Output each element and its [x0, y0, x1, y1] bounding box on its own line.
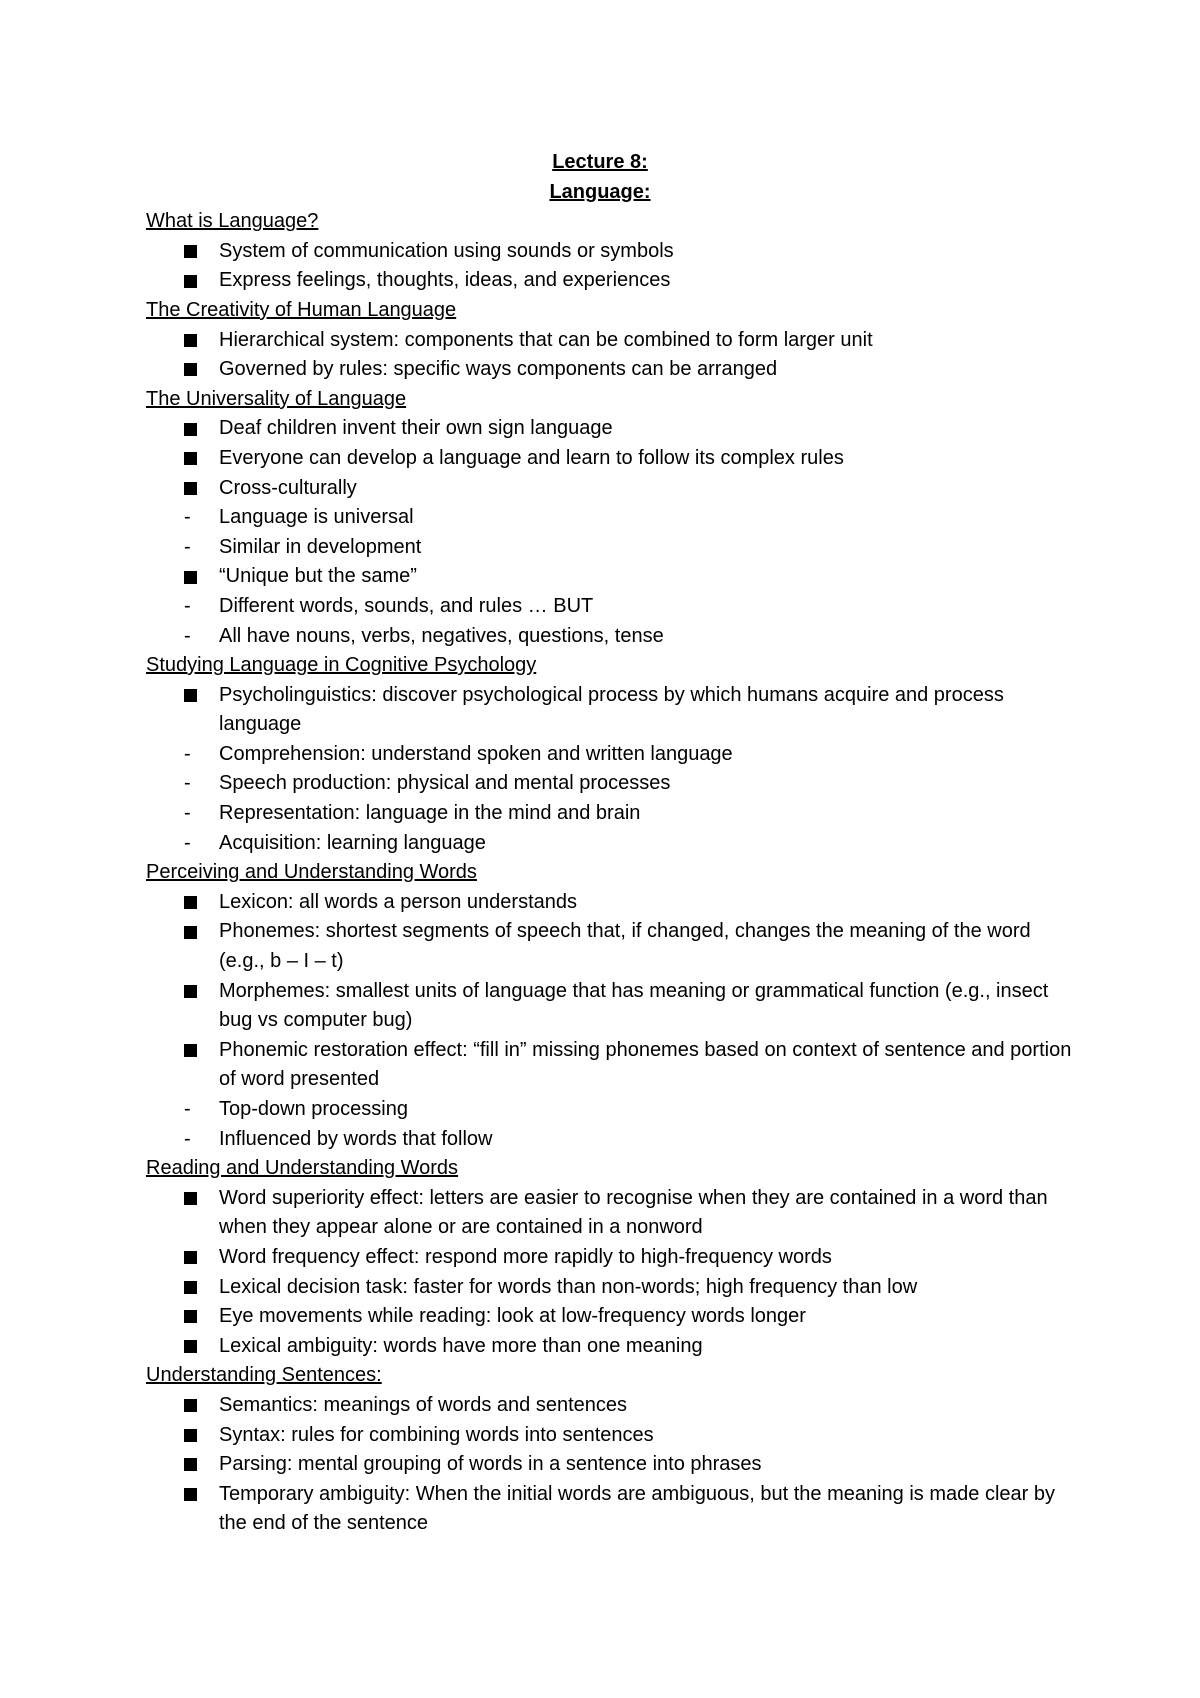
dash-item: [146, 799, 1076, 829]
dash-bullet-icon: -: [184, 624, 191, 647]
document-page: [146, 148, 1076, 1539]
square-bullet-shape: [184, 1488, 197, 1501]
section-heading: Studying Language in Cognitive Psychology: [146, 654, 537, 677]
item-text: Cross-culturally: [219, 476, 357, 499]
item-text: Lexical decision task: faster for words than non-words; high frequency than low: [219, 1275, 918, 1298]
bullet-item: [146, 1273, 1076, 1303]
dash-bullet-icon: -: [184, 535, 191, 558]
item-text: Word superiority effect: letters are easier to recognise when they are contained in a word than when they appear alone or are contained in a nonword: [219, 1186, 1048, 1239]
bullet-item: [146, 1421, 1076, 1451]
section-heading: Understanding Sentences:: [146, 1364, 382, 1387]
bullet-item: [146, 977, 1076, 1036]
item-text: Everyone can develop a language and learn to follow its complex rules: [219, 446, 844, 469]
bullet-item: [146, 1243, 1076, 1273]
bullet-item: [146, 917, 1076, 976]
bullet-item: [146, 1184, 1076, 1243]
item-text: All have nouns, verbs, negatives, questions, tense: [219, 624, 664, 647]
item-text: Representation: language in the mind and brain: [219, 802, 641, 825]
dash-bullet-icon: -: [184, 802, 191, 825]
square-bullet-icon: [184, 681, 204, 711]
dash-bullet-icon: -: [184, 831, 191, 854]
item-text: Eye movements while reading: look at low-frequency words longer: [219, 1305, 806, 1328]
square-bullet-icon: [184, 1450, 204, 1480]
item-text: Phonemes: shortest segments of speech that, if changed, changes the meaning of the word (e.g., b – I – t): [219, 920, 1031, 973]
square-bullet-shape: [184, 423, 197, 436]
dash-item: [146, 740, 1076, 770]
dash-item: [146, 1125, 1076, 1155]
lecture-title: Lecture 8:: [552, 151, 648, 173]
square-bullet-icon: [184, 1480, 204, 1510]
square-bullet-icon: [184, 888, 204, 918]
item-text: Express feelings, thoughts, ideas, and experiences: [219, 269, 671, 292]
item-text: Speech production: physical and mental processes: [219, 772, 671, 795]
item-text: System of communication using sounds or symbols: [219, 239, 674, 262]
item-text: “Unique but the same”: [219, 565, 417, 588]
square-bullet-icon: [184, 474, 204, 504]
dash-item: [146, 1095, 1076, 1125]
item-text: Deaf children invent their own sign language: [219, 417, 613, 440]
square-bullet-shape: [184, 926, 197, 939]
dash-item: [146, 622, 1076, 652]
square-bullet-icon: [184, 1332, 204, 1362]
dash-item: [146, 769, 1076, 799]
bullet-item: [146, 414, 1076, 444]
dash-item: [146, 503, 1076, 533]
bullet-item: [146, 266, 1076, 296]
square-bullet-icon: [184, 355, 204, 385]
dash-bullet-icon: -: [184, 506, 191, 529]
square-bullet-shape: [184, 1251, 197, 1264]
item-text: Syntax: rules for combining words into sentences: [219, 1423, 654, 1446]
bullet-item: [146, 237, 1076, 267]
bullet-item: [146, 1480, 1076, 1539]
square-bullet-shape: [184, 1044, 197, 1057]
dash-bullet-icon: -: [184, 1098, 191, 1120]
item-text: Language is universal: [219, 506, 414, 529]
item-text: Lexicon: all words a person understands: [219, 890, 577, 913]
bullet-item: [146, 681, 1076, 740]
square-bullet-icon: [184, 444, 204, 474]
square-bullet-shape: [184, 363, 197, 376]
square-bullet-icon: [184, 1302, 204, 1332]
dash-bullet-icon: -: [184, 742, 191, 765]
bullet-item: [146, 1391, 1076, 1421]
square-bullet-shape: [184, 1429, 197, 1442]
item-text: Hierarchical system: components that can be combined to form larger unit: [219, 328, 873, 351]
square-bullet-icon: [184, 1184, 204, 1214]
bullet-item: [146, 474, 1076, 504]
square-bullet-icon: [184, 1036, 204, 1066]
dash-bullet-icon: -: [184, 594, 191, 617]
item-text: Different words, sounds, and rules … BUT: [219, 594, 594, 617]
bullet-item: [146, 1332, 1076, 1362]
square-bullet-shape: [184, 571, 197, 584]
square-bullet-shape: [184, 482, 197, 495]
square-bullet-shape: [184, 1281, 197, 1294]
dash-item: [146, 829, 1076, 859]
item-text: Top-down processing: [219, 1098, 408, 1120]
dash-bullet-icon: -: [184, 772, 191, 795]
bullet-item: [146, 562, 1076, 592]
section-heading: The Universality of Language: [146, 387, 407, 410]
square-bullet-icon: [184, 977, 204, 1007]
square-bullet-icon: [184, 1391, 204, 1421]
dash-item: [146, 592, 1076, 622]
square-bullet-icon: [184, 562, 204, 592]
bullet-item: [146, 326, 1076, 356]
item-text: Governed by rules: specific ways components can be arranged: [219, 358, 778, 381]
item-text: Lexical ambiguity: words have more than one meaning: [219, 1334, 703, 1357]
item-text: Word frequency effect: respond more rapidly to high-frequency words: [219, 1245, 832, 1268]
section-heading: Reading and Understanding Words: [146, 1157, 459, 1180]
bullet-item: [146, 1036, 1076, 1095]
square-bullet-shape: [184, 334, 197, 347]
square-bullet-shape: [184, 1310, 197, 1323]
square-bullet-icon: [184, 326, 204, 356]
square-bullet-icon: [184, 414, 204, 444]
square-bullet-shape: [184, 896, 197, 909]
square-bullet-icon: [184, 1421, 204, 1451]
square-bullet-icon: [184, 1273, 204, 1303]
item-text: Temporary ambiguity: When the initial words are ambiguous, but the meaning is made clear by the end of the sentence: [219, 1482, 1055, 1535]
item-text: Comprehension: understand spoken and written language: [219, 742, 733, 765]
square-bullet-shape: [184, 1458, 197, 1471]
item-text: Influenced by words that follow: [219, 1127, 493, 1150]
bullet-item: [146, 888, 1076, 918]
section-heading: What is Language?: [146, 210, 319, 233]
item-text: Phonemic restoration effect: “fill in” missing phonemes based on context of sentence and portion of word presented: [219, 1038, 1072, 1091]
square-bullet-shape: [184, 985, 197, 998]
notes-body: [146, 207, 1076, 1539]
square-bullet-shape: [184, 452, 197, 465]
bullet-item: [146, 355, 1076, 385]
dash-bullet-icon: -: [184, 1127, 191, 1150]
section-heading: Perceiving and Understanding Words: [146, 861, 477, 884]
dash-item: [146, 533, 1076, 563]
section-heading: The Creativity of Human Language: [146, 298, 457, 321]
item-text: Similar in development: [219, 535, 422, 558]
bullet-item: [146, 1450, 1076, 1480]
item-text: Psycholinguistics: discover psychological process by which humans acquire and process language: [219, 683, 1004, 736]
item-text: Morphemes: smallest units of language that has meaning or grammatical function (e.g., insect bug vs computer bug): [219, 979, 1049, 1032]
square-bullet-icon: [184, 917, 204, 947]
square-bullet-shape: [184, 1192, 197, 1205]
square-bullet-icon: [184, 1243, 204, 1273]
bullet-item: [146, 1302, 1076, 1332]
square-bullet-shape: [184, 245, 197, 258]
square-bullet-icon: [184, 266, 204, 296]
square-bullet-shape: [184, 1399, 197, 1412]
square-bullet-shape: [184, 275, 197, 288]
square-bullet-shape: [184, 1340, 197, 1353]
lecture-subtitle: Language:: [549, 180, 651, 203]
square-bullet-icon: [184, 237, 204, 267]
item-text: Parsing: mental grouping of words in a sentence into phrases: [219, 1453, 762, 1476]
square-bullet-shape: [184, 689, 197, 702]
item-text: Semantics: meanings of words and sentences: [219, 1393, 627, 1416]
item-text: Acquisition: learning language: [219, 831, 486, 854]
bullet-item: [146, 444, 1076, 474]
